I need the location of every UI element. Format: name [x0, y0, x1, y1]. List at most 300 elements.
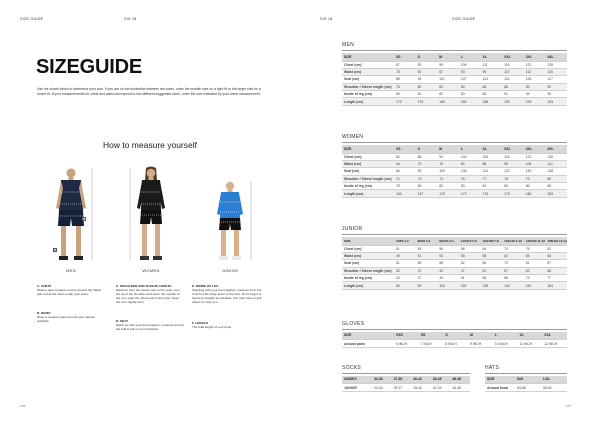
hats-table — [485, 376, 567, 393]
table-cell: 88 — [416, 153, 438, 160]
table-cell: 176 — [502, 190, 524, 197]
table-cell: 94 — [416, 76, 438, 83]
table-row — [342, 282, 567, 289]
row-label: Shoulder / Sleeve length (cm) — [342, 267, 394, 274]
table-cell: 116 — [502, 153, 524, 160]
gloves-heading: GLOVES — [342, 321, 567, 330]
table-cell: 184 — [459, 98, 481, 105]
table-cell: 57 — [502, 267, 524, 274]
table-cell: 78 — [502, 175, 524, 182]
header-cell: 158/164 13-14 — [545, 237, 567, 246]
row-label: Around palm — [342, 340, 394, 348]
junior-table — [342, 237, 567, 290]
note-seat — [116, 319, 184, 331]
women-table-body — [342, 153, 567, 197]
table-cell: 94 — [524, 91, 546, 98]
women-figure — [126, 164, 176, 266]
table-cell: 75 — [394, 68, 416, 75]
table-cell: 86 — [481, 83, 503, 90]
table-row — [342, 153, 567, 160]
header-cell: M — [437, 145, 459, 154]
table-cell: 170 — [437, 190, 459, 197]
table-cell: 9 INCH — [468, 340, 493, 348]
table-cell: 10 INCH — [493, 340, 518, 348]
men-table — [342, 53, 567, 106]
row-label: JUNIOR — [342, 384, 372, 392]
note-inside-leg-text: Standing with your feet together, measure from the crotch of the body down to the floor. Don't forget to stand up straight as possible. You may have to ask others for help you. — [192, 288, 262, 305]
women-label: WOMEN — [142, 268, 160, 273]
table-cell: 104 — [437, 282, 459, 289]
table-cell: 66 — [481, 260, 503, 267]
junior-label: JUNIOR — [221, 268, 239, 273]
table-cell: 73 — [502, 260, 524, 267]
table-row — [342, 376, 470, 384]
table-cell: 106 — [459, 168, 481, 175]
header-cell: L/XL — [541, 376, 567, 384]
table-cell: 88 — [481, 160, 503, 167]
women-table — [342, 145, 567, 198]
junior-heading: JUNIOR — [342, 226, 567, 235]
table-cell: 66 — [545, 267, 567, 274]
table-cell: 40-42 — [411, 376, 431, 384]
folio-right: 177 — [566, 404, 572, 408]
header-cell: XXL — [502, 145, 524, 154]
table-row — [342, 160, 567, 167]
table-cell: 82 — [394, 153, 416, 160]
note-seat-heading: D. SEAT — [116, 319, 128, 323]
table-cell: 92 — [416, 61, 438, 68]
note-waist-heading: B. WAIST — [37, 311, 51, 315]
women-model-illustration — [126, 164, 176, 266]
table-cell: 72 — [524, 275, 546, 282]
table-cell: 82 — [437, 91, 459, 98]
header-cell: 122/128 7-8 — [481, 237, 503, 246]
row-label: Seat (cm) — [342, 168, 394, 175]
table-cell: 88 — [545, 183, 567, 190]
table-row — [342, 76, 567, 83]
marker-e: E — [54, 249, 56, 252]
table-row — [342, 175, 567, 182]
table-cell: 32 — [394, 267, 416, 274]
table-cell: 58 — [481, 275, 503, 282]
table-cell: 172 — [394, 98, 416, 105]
header-cell: SIZE — [342, 145, 394, 154]
header-cell: SIZE — [342, 332, 394, 340]
table-cell: 104 — [524, 160, 546, 167]
row-label: Length (cm) — [342, 282, 394, 289]
table-cell: 56 — [437, 245, 459, 252]
table-cell: 176 — [416, 98, 438, 105]
table-cell: 86 — [394, 168, 416, 175]
table-cell: 58 — [481, 252, 503, 259]
note-length-text: The total length of your body. — [192, 325, 232, 330]
hats-heading: HATS — [485, 365, 567, 374]
table-cell: 188 — [481, 98, 503, 105]
table-cell: 122 — [524, 153, 546, 160]
table-cell: 83 — [437, 83, 459, 90]
table-cell: 6 INCH — [394, 340, 419, 348]
table-cell: 128 — [545, 61, 567, 68]
table-cell: 173 — [459, 190, 481, 197]
page-title: SIZEGUIDE — [36, 56, 142, 78]
table-cell: 101 — [437, 76, 459, 83]
header-cell: 86/92 2-3 — [416, 237, 438, 246]
table-cell: 107 — [502, 68, 524, 75]
table-cell: 89 — [524, 83, 546, 90]
table-cell: 176 — [481, 190, 503, 197]
table-cell: 100 — [437, 168, 459, 175]
table-cell: 80 — [545, 175, 567, 182]
table-cell: 74 — [437, 175, 459, 182]
header-cell: XXS — [394, 332, 419, 340]
junior-figure — [205, 164, 255, 266]
table-cell: 125 — [524, 76, 546, 83]
header-cell: 110/116 5-6 — [459, 237, 481, 246]
table-cell: 76 — [524, 245, 546, 252]
table-row — [485, 384, 567, 392]
running-head-left: SIZE GUIDE — [20, 17, 44, 21]
table-cell: 138 — [545, 168, 567, 175]
table-cell: 73 — [416, 175, 438, 182]
table-row — [342, 275, 567, 282]
table-cell: 34-36 — [372, 376, 392, 384]
table-cell: 106 — [459, 61, 481, 68]
gloves-section — [342, 321, 567, 348]
men-label: MEN — [66, 268, 76, 273]
table-row — [342, 61, 567, 68]
note-shoulder — [116, 284, 184, 304]
note-chest-heading: A. CHEST — [37, 284, 52, 288]
table-cell: 116 — [459, 282, 481, 289]
row-label: Waist (cm) — [342, 252, 394, 259]
men-figure — [46, 164, 96, 266]
table-cell: 12 INCH — [542, 340, 567, 348]
table-cell: 84 — [459, 83, 481, 90]
table-cell: 84 — [481, 183, 503, 190]
row-label: Shoulder / Sleeve length (cm) — [342, 83, 394, 90]
header-cell: 98/104 3-4 — [437, 237, 459, 246]
junior-table-body — [342, 245, 567, 289]
header-cell: XL — [481, 145, 503, 154]
table-cell: 44 — [437, 275, 459, 282]
note-chest — [37, 284, 102, 296]
row-label: Shoulder / Sleeve length (cm) — [342, 175, 394, 182]
table-cell: 112 — [524, 68, 546, 75]
table-cell: 152 — [524, 282, 546, 289]
table-cell: 62 — [524, 267, 546, 274]
table-row — [342, 98, 567, 105]
row-label: Waist (cm) — [342, 160, 394, 167]
table-cell: 68 — [545, 252, 567, 259]
table-cell: 94 — [437, 153, 459, 160]
table-cell: 85 — [502, 183, 524, 190]
header-cell: 4XL — [545, 53, 567, 62]
table-row — [342, 91, 567, 98]
table-cell: 98 — [502, 160, 524, 167]
table-cell: 96 — [545, 91, 567, 98]
row-label: Chest (cm) — [342, 61, 394, 68]
table-cell: 116 — [502, 61, 524, 68]
table-cell: 28-30 — [411, 384, 431, 392]
table-cell: 128 — [481, 282, 503, 289]
table-cell: 58 — [459, 245, 481, 252]
table-cell: 8 INCH — [443, 340, 468, 348]
table-cell: 46-48 — [450, 376, 470, 384]
table-cell: 87 — [394, 61, 416, 68]
table-cell: 83 — [459, 183, 481, 190]
table-cell: 122 — [524, 61, 546, 68]
table-cell: 47 — [459, 267, 481, 274]
row-label: Seat (cm) — [342, 260, 394, 267]
table-cell: 93 — [459, 68, 481, 75]
header-cell: SIZE — [342, 53, 394, 62]
table-cell: 51 — [394, 245, 416, 252]
note-chest-text: Wrap a tape measure evenly around the fullest part round the chest under your arms. — [37, 288, 102, 297]
gloves-table — [342, 332, 567, 349]
table-row — [342, 190, 567, 197]
table-cell: 71 — [394, 175, 416, 182]
table-cell: 183 — [545, 190, 567, 197]
table-cell: 164 — [545, 282, 567, 289]
table-cell: 51 — [481, 267, 503, 274]
table-cell: 76 — [394, 83, 416, 90]
header-cell: XL — [481, 53, 503, 62]
table-cell: 53 — [437, 252, 459, 259]
header-cell: L — [459, 145, 481, 154]
table-cell: 87 — [437, 68, 459, 75]
header-cell: S — [416, 145, 438, 154]
table-cell: 79 — [524, 175, 546, 182]
table-cell: 92 — [502, 91, 524, 98]
header-cell: SIZE — [342, 237, 394, 246]
table-row — [342, 183, 567, 190]
table-row — [342, 340, 567, 348]
note-shoulder-heading: C. SHOULDER AND SLEEVE LENGTH — [116, 284, 172, 288]
header-cell: S — [416, 53, 438, 62]
table-cell: 90 — [545, 83, 567, 90]
header-cell: L — [459, 53, 481, 62]
table-cell: 76 — [437, 160, 459, 167]
table-cell: 100 — [459, 153, 481, 160]
junior-section — [342, 226, 567, 290]
table-cell: 99 — [437, 61, 459, 68]
table-cell: 190 — [502, 98, 524, 105]
header-cell: 3XL — [524, 145, 546, 154]
table-cell: 34-36 — [450, 384, 470, 392]
note-inside-leg — [192, 284, 266, 304]
row-label: Chest (cm) — [342, 153, 394, 160]
note-waist — [37, 311, 102, 323]
table-cell: 58 — [437, 260, 459, 267]
note-shoulder-text: Measure from the lowest part of the neck, over the tip of the shoulder and down the outside of the arm, past the elbow and to the wrist. Keep the arm slightly bent. — [116, 288, 180, 305]
running-head-section-right: SIS 18 — [320, 17, 333, 21]
table-cell: 87 — [545, 260, 567, 267]
table-cell: 51 — [394, 260, 416, 267]
header-cell: M — [468, 332, 493, 340]
table-cell: 77 — [545, 275, 567, 282]
row-label: Seat (cm) — [342, 76, 394, 83]
table-cell: 66 — [502, 275, 524, 282]
note-inside-leg-heading: E. INSIDE OF LEG — [192, 284, 219, 288]
table-cell: 7 INCH — [419, 340, 444, 348]
header-cell: XS — [394, 145, 416, 154]
header-cell: XL — [518, 332, 543, 340]
men-heading: MEN — [342, 42, 567, 51]
table-header-row — [342, 332, 567, 340]
table-row — [342, 168, 567, 175]
table-header-row — [485, 376, 567, 384]
men-section — [342, 42, 567, 106]
table-row — [342, 68, 567, 75]
table-cell: 37-39 — [392, 376, 412, 384]
table-cell: 58-60 — [541, 384, 567, 392]
women-section — [342, 134, 567, 198]
header-cell: SIZE — [485, 376, 515, 384]
table-header-row — [342, 237, 567, 246]
table-row — [342, 245, 567, 252]
table-cell: 77 — [481, 175, 503, 182]
table-cell: 22-24 — [372, 384, 392, 392]
table-cell: 113 — [481, 76, 503, 83]
table-cell: 54 — [416, 245, 438, 252]
table-row — [342, 267, 567, 274]
table-cell: 64 — [394, 160, 416, 167]
header-cell: 146/152 11-12 — [524, 237, 546, 246]
women-heading: WOMEN — [342, 134, 567, 143]
header-cell: 74/80 1-2 — [394, 237, 416, 246]
header-cell: XXL — [502, 53, 524, 62]
header-cell: 3XL — [524, 53, 546, 62]
hats-section — [485, 365, 567, 392]
row-label: Inside of leg (cm) — [342, 275, 394, 282]
table-cell: 80 — [416, 83, 438, 90]
header-cell: M — [437, 53, 459, 62]
table-cell: 54-56 — [515, 384, 541, 392]
table-cell: 88 — [502, 83, 524, 90]
table-cell: 65 — [524, 252, 546, 259]
table-cell: 99 — [481, 68, 503, 75]
table-header-row — [342, 145, 567, 154]
table-cell: 164 — [394, 190, 416, 197]
table-cell: 43-45 — [431, 376, 451, 384]
note-length-heading: F. LENGTH — [192, 321, 208, 325]
row-label: Chest (cm) — [342, 245, 394, 252]
table-cell: 85 — [481, 91, 503, 98]
table-cell: 62 — [459, 260, 481, 267]
table-cell: 82 — [437, 183, 459, 190]
table-cell: 80 — [394, 282, 416, 289]
table-cell: 112 — [545, 160, 567, 167]
header-cell: L — [493, 332, 518, 340]
table-cell: 82 — [545, 245, 567, 252]
table-cell: 55 — [416, 260, 438, 267]
table-cell: 70 — [502, 245, 524, 252]
table-cell: 81 — [524, 260, 546, 267]
table-cell: 193 — [524, 98, 546, 105]
table-cell: 79 — [394, 183, 416, 190]
table-cell: 106 — [481, 153, 503, 160]
table-cell: 114 — [481, 168, 503, 175]
header-cell: XS — [419, 332, 444, 340]
running-head-section: SIS 18 — [124, 17, 137, 21]
note-seat-text: Stand up with your feet together, measure around the fullest part of your buttocks. — [116, 323, 184, 332]
header-cell: 4XL — [545, 145, 567, 154]
table-cell: 31-33 — [431, 384, 451, 392]
row-label: Inside of leg (cm) — [342, 183, 394, 190]
table-cell: 140 — [502, 282, 524, 289]
table-cell: 130 — [545, 153, 567, 160]
row-label: Around head — [485, 384, 515, 392]
table-cell: 34 — [394, 275, 416, 282]
running-head-right: SIZE GUIDE — [452, 17, 476, 21]
table-cell: 121 — [502, 76, 524, 83]
table-cell: 180 — [437, 98, 459, 105]
marker-f: F — [83, 218, 85, 221]
table-cell: 81 — [416, 68, 438, 75]
table-cell: 122 — [502, 168, 524, 175]
socks-heading: SOCKS — [342, 365, 470, 374]
table-cell: 120 — [545, 68, 567, 75]
table-cell: 51 — [416, 252, 438, 259]
header-cell: XXL — [542, 332, 567, 340]
how-to-heading: How to measure yourself — [102, 140, 197, 150]
table-cell: 49 — [394, 252, 416, 259]
table-row — [342, 252, 567, 259]
table-cell: 62 — [502, 252, 524, 259]
socks-table — [342, 376, 470, 393]
row-label: Length (cm) — [342, 98, 394, 105]
junior-model-illustration — [205, 164, 255, 266]
row-label: UNISEX — [342, 376, 372, 384]
header-cell: 134/140 9-10 — [502, 237, 524, 246]
table-cell: 55 — [459, 252, 481, 259]
table-cell: 81 — [416, 91, 438, 98]
table-header-row — [342, 53, 567, 62]
table-cell: 37 — [416, 275, 438, 282]
table-cell: 43 — [437, 267, 459, 274]
row-label: Inside of leg (cm) — [342, 91, 394, 98]
table-cell: 37 — [416, 267, 438, 274]
table-cell: 80 — [416, 183, 438, 190]
table-cell: 193 — [545, 98, 567, 105]
table-cell: 130 — [524, 168, 546, 175]
table-row — [342, 83, 567, 90]
table-cell: 51 — [459, 275, 481, 282]
table-cell: 64 — [481, 245, 503, 252]
table-cell: 82 — [459, 160, 481, 167]
table-cell: 76 — [459, 175, 481, 182]
table-cell: 25-27 — [392, 384, 412, 392]
note-waist-text: Wrap a measure tape around your natural waistline. — [37, 315, 95, 324]
table-cell: 111 — [481, 61, 503, 68]
table-cell: 83 — [459, 91, 481, 98]
table-cell: 167 — [416, 190, 438, 197]
table-cell: 92 — [416, 282, 438, 289]
header-cell: XS — [394, 53, 416, 62]
table-row — [342, 384, 470, 392]
socks-section — [342, 365, 470, 392]
men-table-body — [342, 61, 567, 105]
table-cell: 180 — [524, 190, 546, 197]
header-cell: S — [443, 332, 468, 340]
note-length — [192, 321, 266, 329]
table-row — [342, 260, 567, 267]
header-cell: S/M — [515, 376, 541, 384]
table-cell: 107 — [459, 76, 481, 83]
row-label: Waist (cm) — [342, 68, 394, 75]
table-cell: 70 — [416, 160, 438, 167]
table-cell: 90 — [416, 168, 438, 175]
